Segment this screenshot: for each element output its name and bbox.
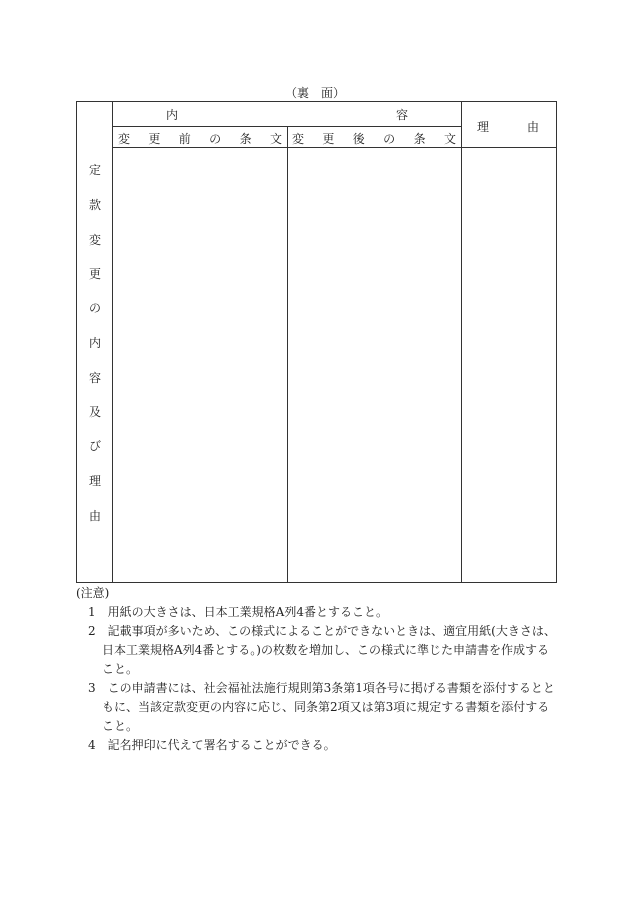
side-label-char: 更	[88, 267, 101, 281]
note-item	[78, 679, 558, 736]
after-text-header	[292, 130, 456, 147]
header-char: 容	[395, 108, 408, 122]
header-char: 条	[239, 132, 252, 146]
header-char: 更	[148, 132, 161, 146]
side-label-char: 変	[88, 233, 101, 247]
side-label-char: 款	[88, 198, 101, 212]
notes	[78, 584, 558, 755]
notes-heading: (注意)	[76, 586, 110, 600]
content-header	[166, 106, 408, 123]
header-char: 変	[292, 132, 305, 146]
note-item	[78, 622, 558, 679]
header-char: 理	[477, 120, 490, 134]
page-title: （裏 面）	[284, 86, 345, 100]
side-label-char: の	[88, 301, 101, 315]
note-text: 記載事項が多いため、この様式によることができないときは、適宜用紙(大きさは、日本工業規格A列4番とする。)の枚数を増加し、この様式に準じた申請書を作成すること。	[102, 624, 556, 676]
reason-header	[477, 118, 539, 135]
note-number: 2	[88, 624, 96, 638]
side-label-char: 及	[88, 405, 101, 419]
before-text-header	[118, 130, 282, 147]
side-label-char: 理	[88, 474, 101, 488]
header-char: 内	[166, 108, 179, 122]
note-number: 4	[88, 738, 96, 752]
note-text: この申請書には、社会福祉法施行規則第3条第1項各号に掲げる書類を添付するとともに、当該定款変更の内容に応じ、同条第2項又は第3項に規定する書類を添付すること。	[102, 681, 555, 733]
header-char: 後	[352, 132, 365, 146]
header-char: の	[383, 132, 396, 146]
side-label-char: 定	[88, 163, 101, 177]
side-label-char: 内	[88, 336, 101, 350]
side-label-char: び	[88, 439, 101, 453]
header-char: の	[209, 132, 222, 146]
side-label-char: 容	[88, 371, 101, 385]
note-text: 記名押印に代えて署名することができる。	[107, 738, 336, 752]
note-item	[78, 603, 558, 622]
header-char: 由	[526, 120, 539, 134]
header-char: 前	[178, 132, 191, 146]
header-char: 更	[322, 132, 335, 146]
note-item	[78, 736, 558, 755]
note-number: 3	[88, 681, 96, 695]
header-char: 条	[413, 132, 426, 146]
side-label-char: 由	[88, 509, 101, 523]
header-char: 文	[269, 132, 282, 146]
note-text: 用紙の大きさは、日本工業規格A列4番とすること。	[107, 605, 388, 619]
header-char: 変	[118, 132, 131, 146]
note-number: 1	[88, 605, 96, 619]
header-char: 文	[443, 132, 456, 146]
